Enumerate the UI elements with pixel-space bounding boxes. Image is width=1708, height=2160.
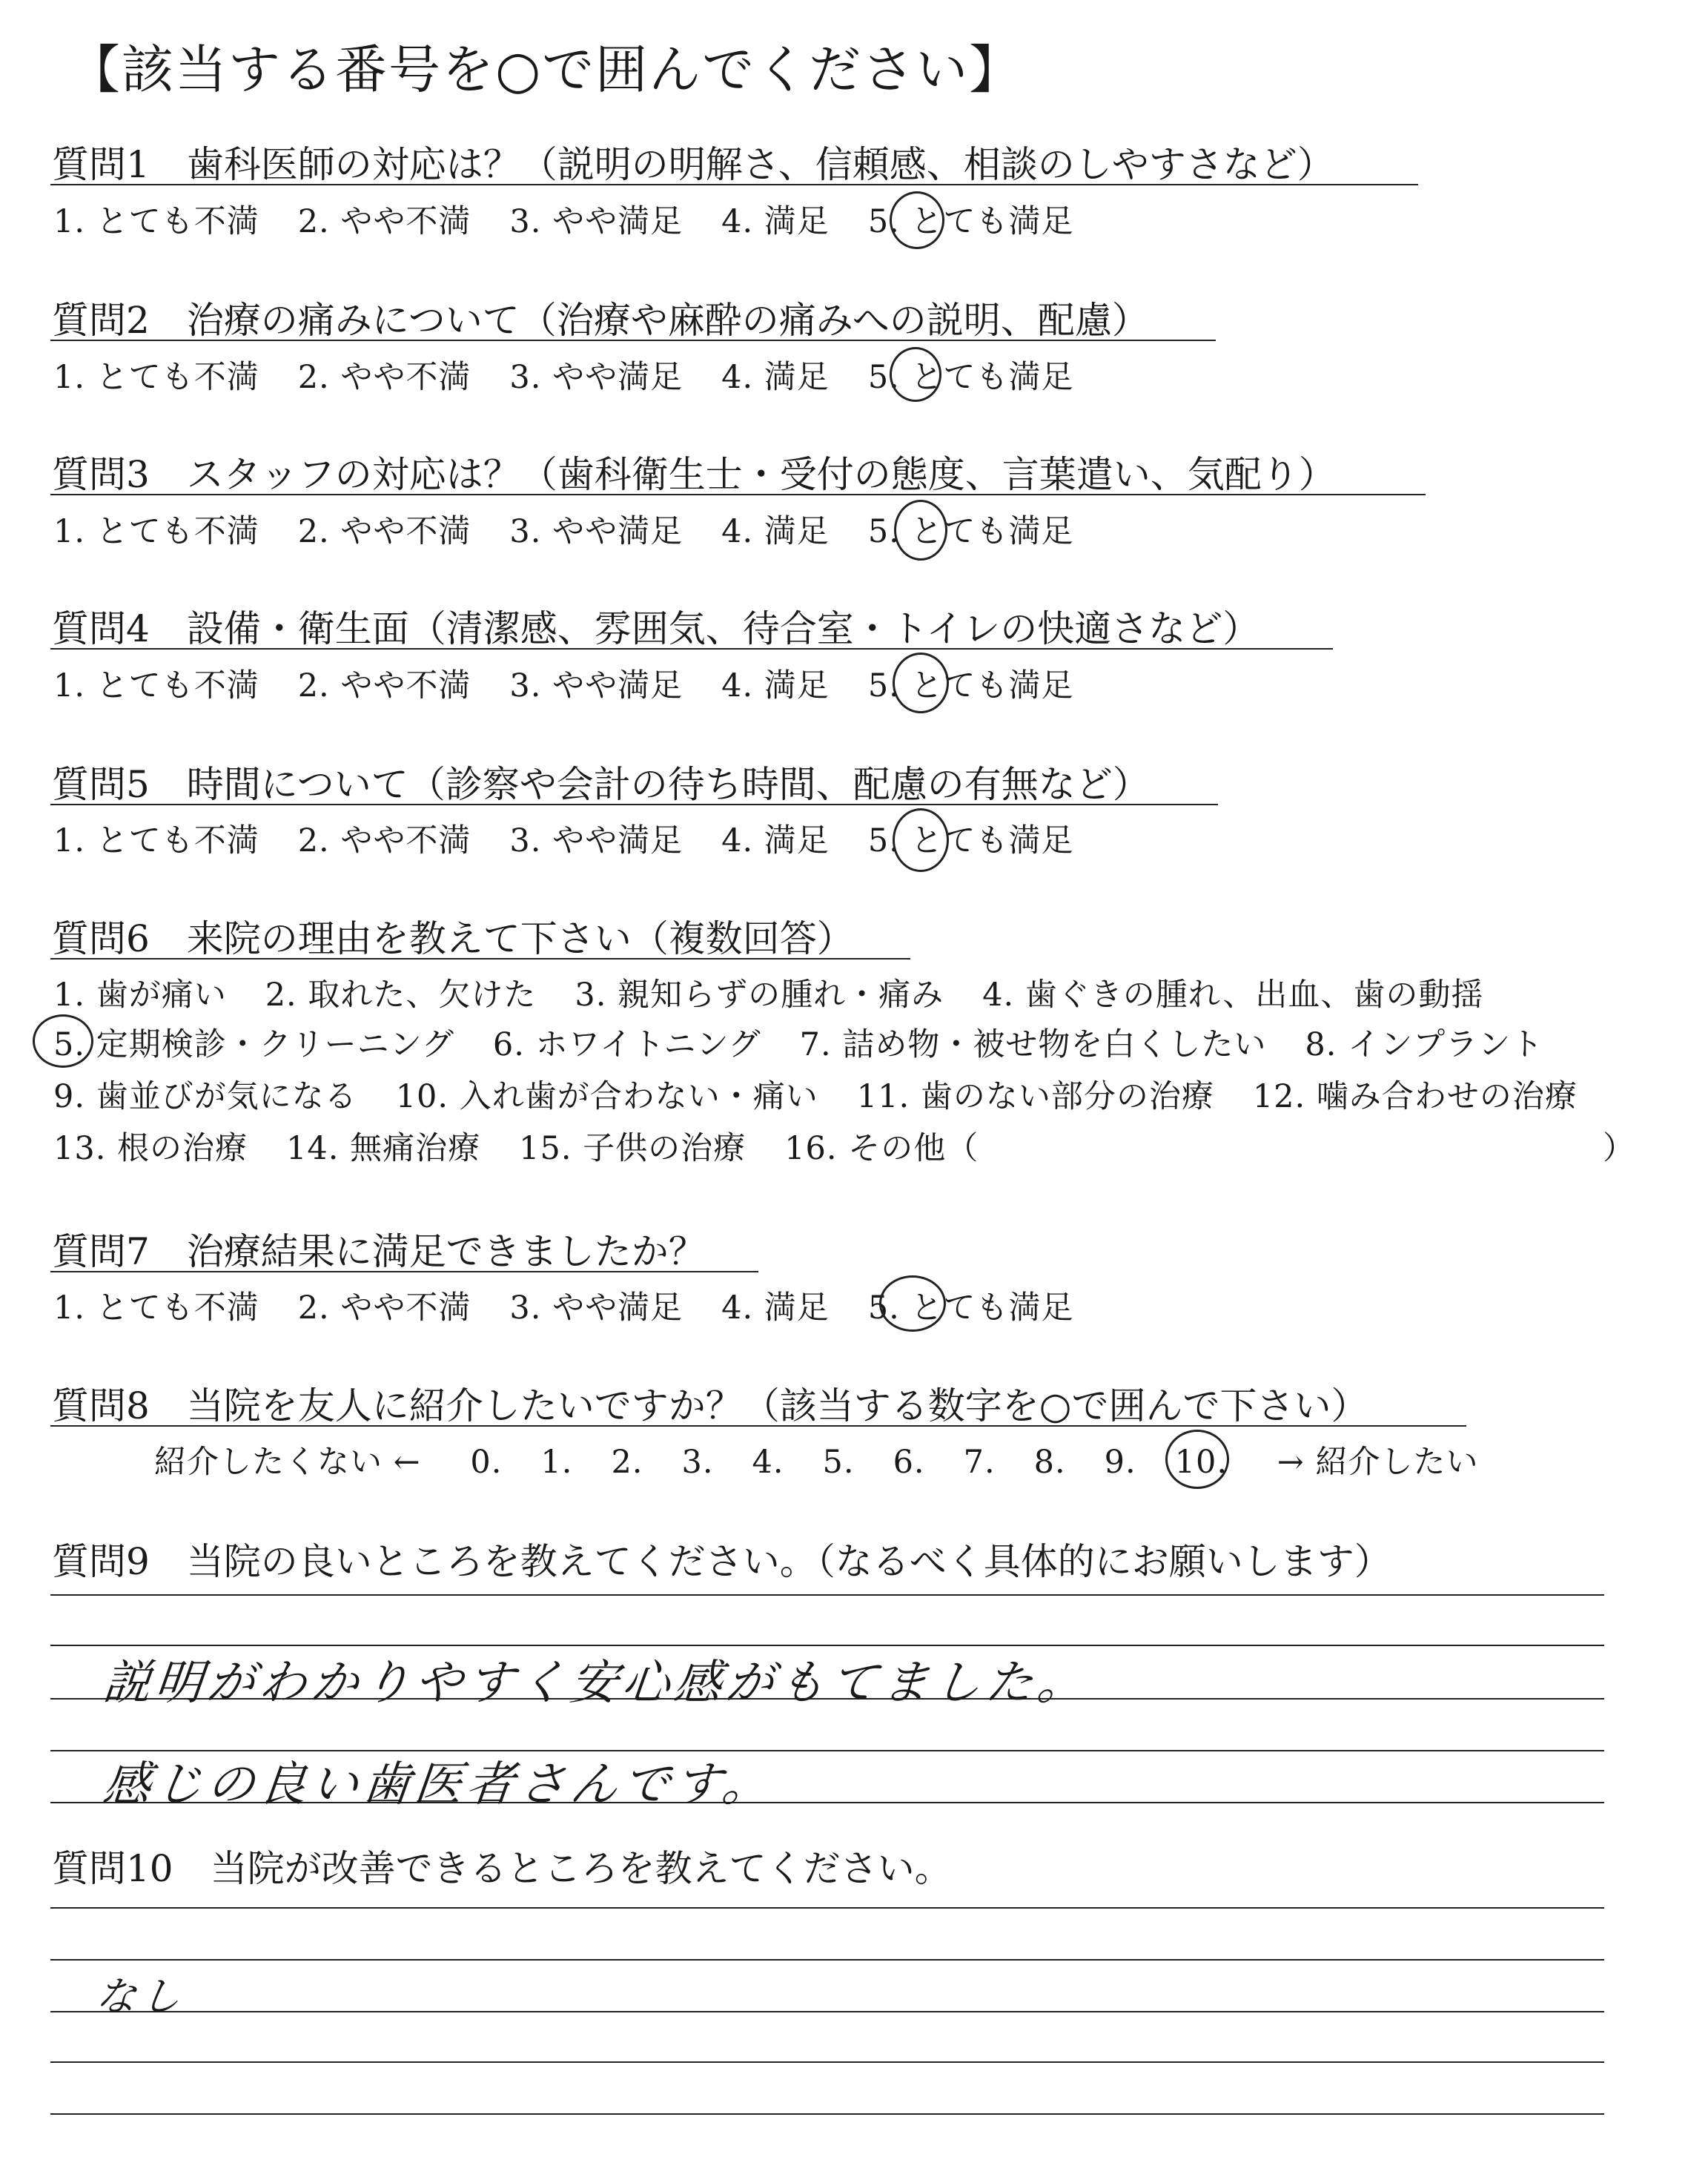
question-5-answer-circle[interactable] <box>893 808 949 872</box>
question-2-underline <box>50 340 1216 341</box>
question-6-underline <box>50 958 910 960</box>
scale-left-label: 紹介したくない ← <box>154 1444 421 1481</box>
q9-writing-line-1 <box>50 1594 1604 1596</box>
scale-right-label: → 紹介したい <box>1277 1444 1479 1481</box>
q10-writing-line-3 <box>50 2011 1604 2012</box>
page-title: 【該当する番号を○で囲んでください】 <box>68 39 1023 100</box>
question-3-options: 1. とても不満 2. やや不満 3. やや満足 4. 満足 5. とても満足 <box>53 513 1074 550</box>
question-3-answer-circle[interactable] <box>894 500 947 561</box>
question-6-row-3: 9. 歯並びが気になる 10. 入れ歯が合わない・痛い 11. 歯のない部分の治療 12. 噛み合わせの治療 <box>53 1078 1578 1115</box>
question-7-options: 1. とても不満 2. やや不満 3. やや満足 4. 満足 5. とても満足 <box>53 1289 1074 1327</box>
question-4-options: 1. とても不満 2. やや不満 3. やや満足 4. 満足 5. とても満足 <box>53 667 1074 704</box>
question-5: 質問5 時間について（診察や会計の待ち時間、配慮の有無など） <box>52 763 1150 806</box>
q10-writing-line-5 <box>50 2113 1604 2115</box>
q9-handwritten-answer-line-1[interactable]: 説明がわかりやすく安心感がもてました。 <box>100 1656 1093 1711</box>
question-1-options: 1. とても不満 2. やや不満 3. やや満足 4. 満足 5. とても満足 <box>53 203 1074 240</box>
q10-writing-line-1 <box>50 1907 1604 1909</box>
question-3-underline <box>50 494 1426 495</box>
question-9: 質問9 当院の良いところを教えてください。（なるべく具体的にお願いします） <box>52 1540 1391 1583</box>
question-6-row-4: 13. 根の治療 14. 無痛治療 15. 子供の治療 16. その他（ <box>53 1130 979 1167</box>
question-2: 質問2 治療の痛みについて（治療や麻酔の痛みへの説明、配慮） <box>52 299 1149 342</box>
question-4-underline <box>50 648 1333 650</box>
question-5-options: 1. とても不満 2. やや不満 3. やや満足 4. 満足 5. とても満足 <box>53 822 1074 859</box>
question-6-answer-circle[interactable] <box>33 1014 93 1068</box>
question-6: 質問6 来院の理由を教えて下さい（複数回答） <box>52 917 854 960</box>
q9-handwritten-answer-line-2[interactable]: 感じの良い歯医者さんです。 <box>100 1757 778 1812</box>
question-4-answer-circle[interactable] <box>893 653 949 713</box>
question-10: 質問10 当院が改善できるところを教えてください。 <box>52 1847 952 1890</box>
q10-writing-line-2 <box>50 1959 1604 1961</box>
question-1-answer-circle[interactable] <box>890 191 944 249</box>
question-7: 質問7 治療結果に満足できましたか？ <box>52 1230 706 1273</box>
q10-writing-line-4 <box>50 2061 1604 2063</box>
question-4: 質問4 設備・衛生面（清潔感、雰囲気、待合室・トイレの快適さなど） <box>52 607 1260 650</box>
question-6-other-close: ） <box>1603 1130 1635 1167</box>
q10-handwritten-answer[interactable]: なし <box>93 1973 188 2020</box>
question-6-row-1: 1. 歯が痛い 2. 取れた、欠けた 3. 親知らずの腫れ・痛み 4. 歯ぐきの腫れ、出血、歯の動揺 <box>53 977 1484 1014</box>
question-1-underline <box>50 184 1418 185</box>
question-1: 質問1 歯科医師の対応は？（説明の明解さ、信頼感、相談のしやすさなど） <box>52 143 1334 186</box>
question-8-answer-circle[interactable] <box>1165 1430 1229 1489</box>
question-8-scale: 紹介したくない ← 0. 1. 2. 3. 4. 5. 6. 7. 8. 9. 10. → 紹介したい <box>154 1444 1479 1481</box>
question-6-row-2: 5. 定期検診・クリーニング 6. ホワイトニング 7. 詰め物・被せ物を白くしたい 8. インプラント <box>53 1026 1544 1063</box>
question-2-answer-circle[interactable] <box>890 347 941 402</box>
question-3: 質問3 スタッフの対応は？（歯科衛生士・受付の態度、言葉遣い、気配り） <box>52 453 1336 496</box>
question-8: 質問8 当院を友人に紹介したいですか？（該当する数字を○で囲んで下さい） <box>52 1384 1368 1427</box>
question-7-underline <box>50 1271 758 1272</box>
question-5-underline <box>50 804 1218 805</box>
question-2-options: 1. とても不満 2. やや不満 3. やや満足 4. 満足 5. とても満足 <box>53 359 1074 396</box>
question-7-answer-circle[interactable] <box>879 1275 946 1332</box>
question-8-underline <box>50 1425 1466 1427</box>
